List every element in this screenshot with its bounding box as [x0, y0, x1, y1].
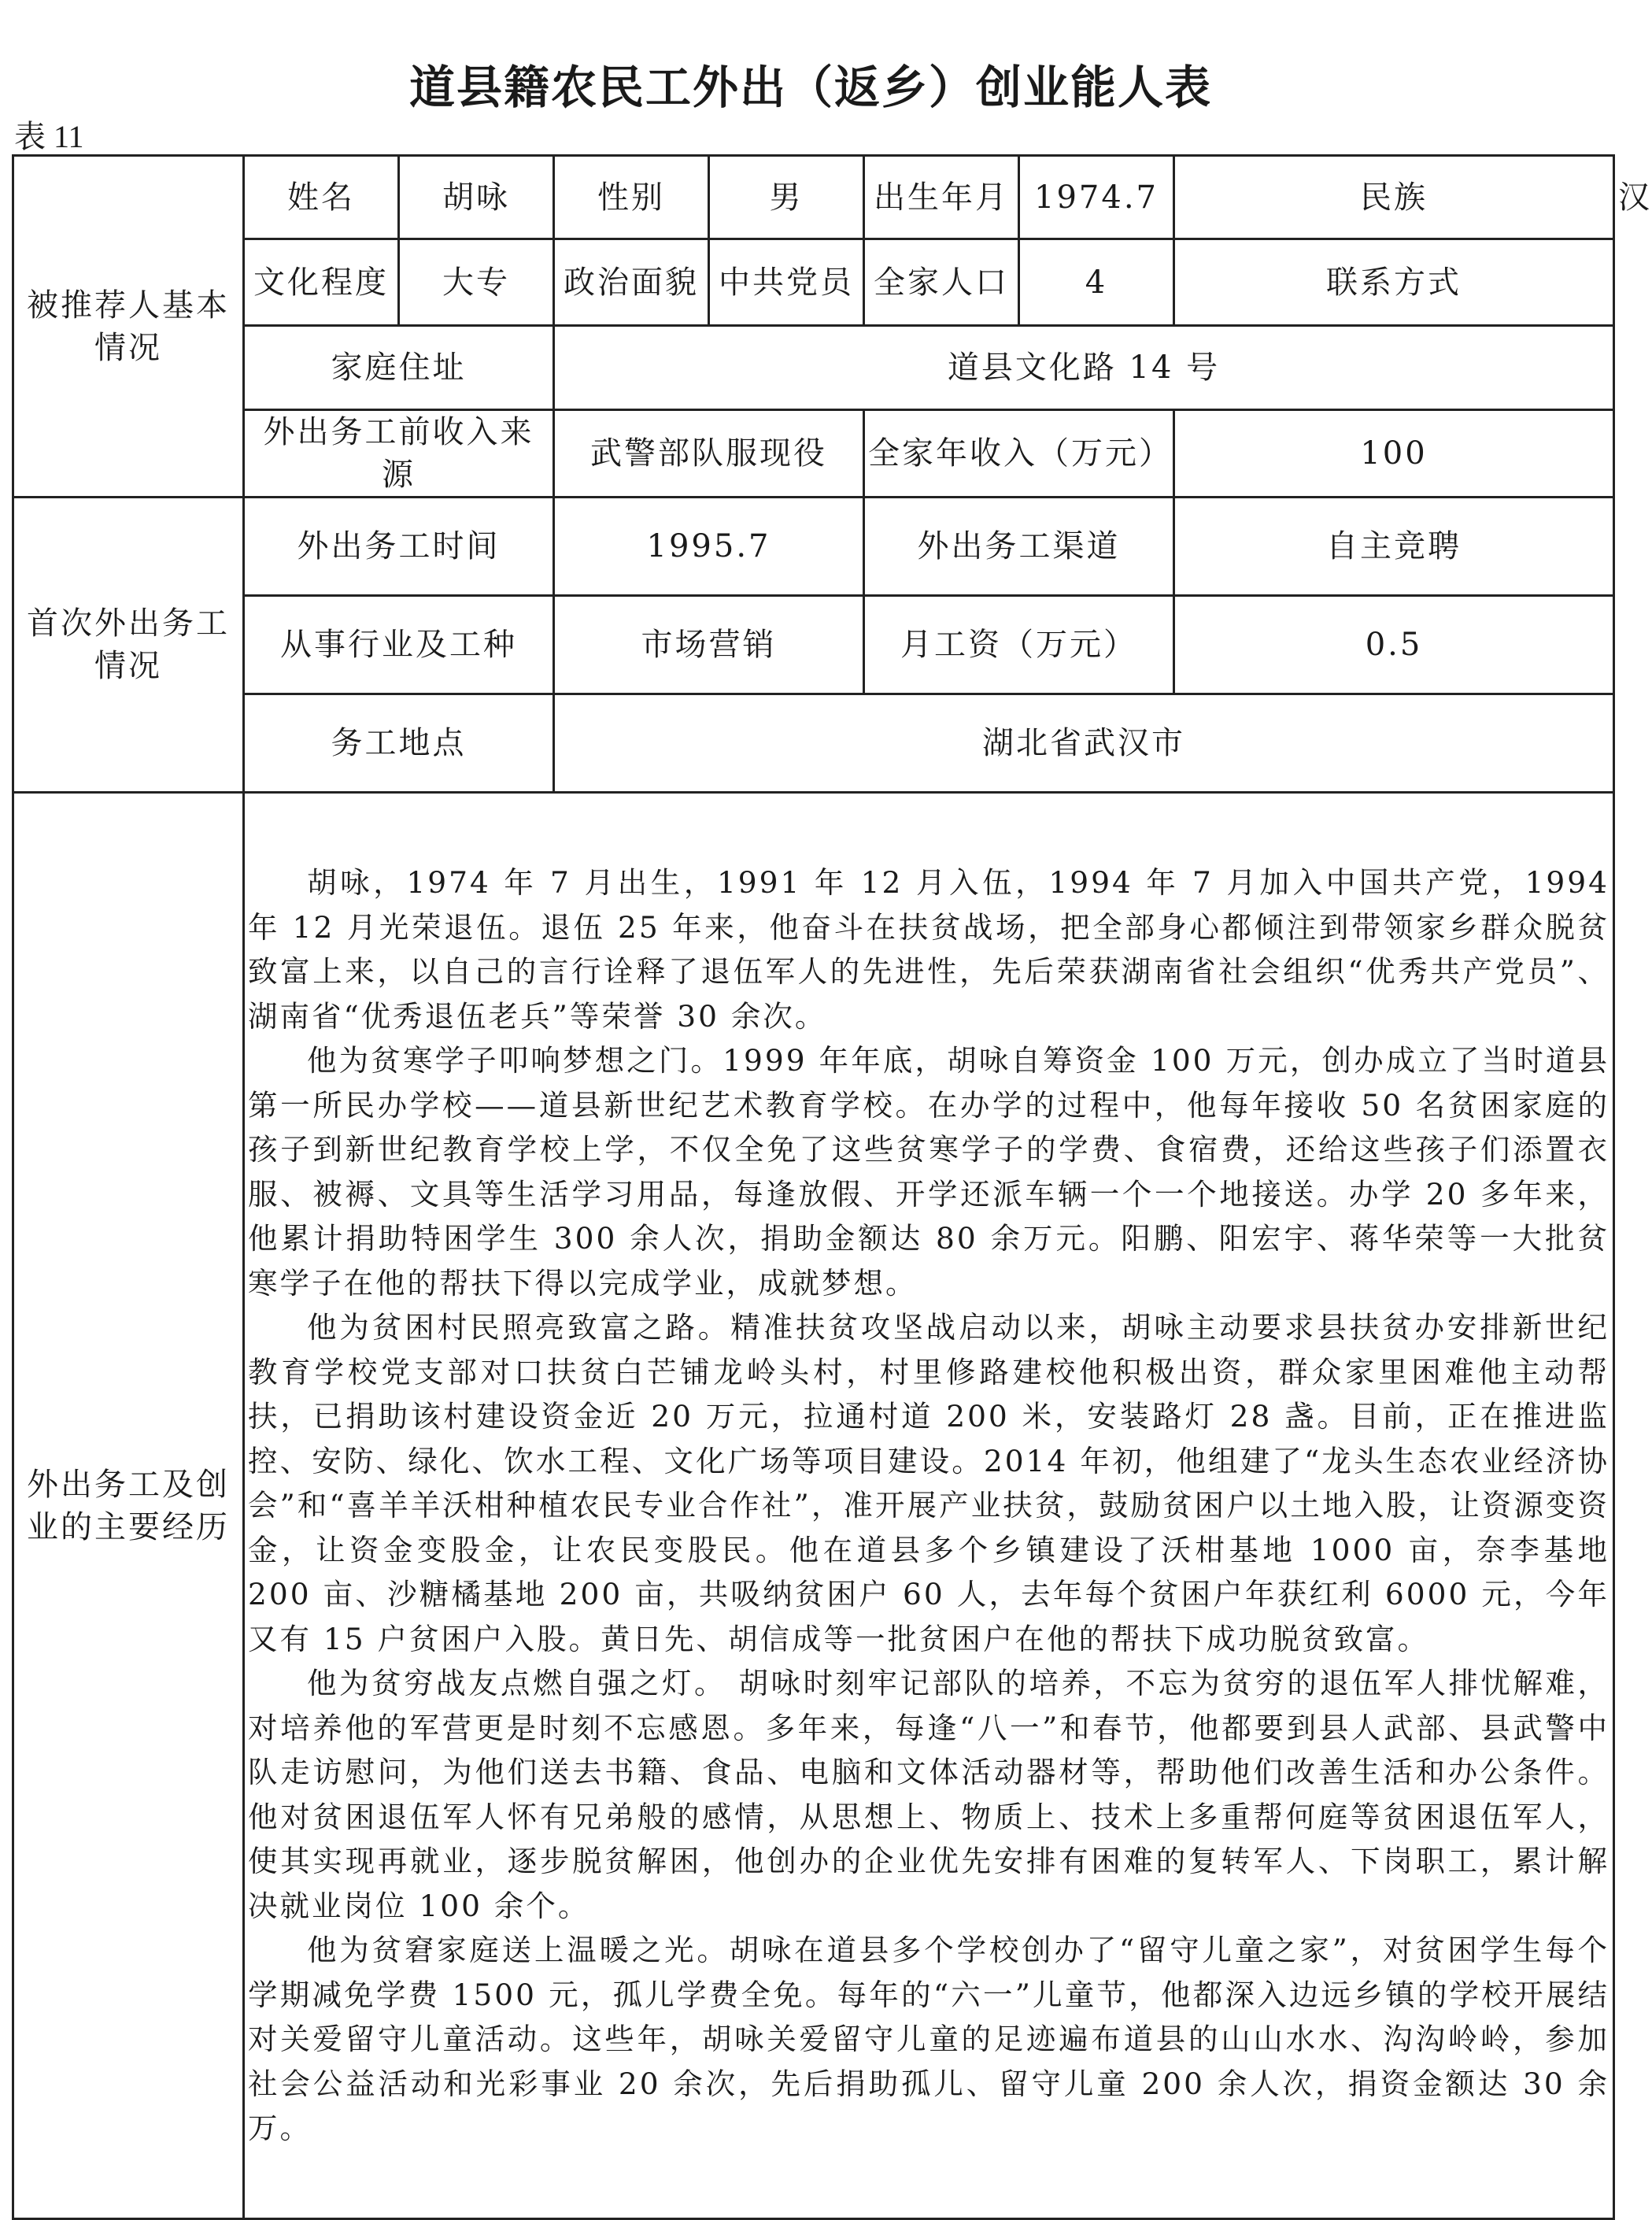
work-time-label: 外出务工时间: [244, 498, 554, 596]
section-experience: 外出务工及创业的主要经历: [13, 793, 244, 2219]
political-label: 政治面貌: [554, 239, 709, 326]
address-value: 道县文化路 14 号: [554, 326, 1614, 410]
experience-paragraph: 他为贫窘家庭送上温暖之光。胡咏在道县多个学校创办了“留守儿童之家”，对贫困学生每个学期减免学费 1500 元，孤儿学费全免。每年的“六一”儿童节，他都深入边远乡镇的学校开展结对关爱留守儿童活动。这些年，胡咏关爱留守儿童的足迹遍布道县的山山水水、沟沟岭岭，参加社会公益活动和光彩事业 20 余次，先后捐助孤儿、留守儿童 200 余人次，捐资金额达 30 余万。: [248, 1933, 1609, 2146]
industry-value: 市场营销: [554, 596, 864, 694]
experience-narrative: [244, 793, 1614, 2219]
salary-label: 月工资（万元）: [864, 596, 1174, 694]
address-label: 家庭住址: [244, 326, 554, 410]
profile-table: 被推荐人基本情况 姓名 胡咏 性别 男 出生年月 1974.7 民族 汉 文化程度 大专 政治面貌 中共党员 全家人口 4 联系方式 家庭住址 道县文化路 14 号 外出务工前收入来源 武警部队服现役 全家年收入（万元） 100 首次外出务工情况 外出务工时间 1995.7 外出务工渠道 自主竞聘 从事行业及工种 市场营销 月工资（万元） 0.5 务工地点 湖北省武汉市 外出务工及创业的主要经历 胡咏，1974 年 7 月出生，1991 年 12 月入伍，1994 年 7 月加入中国共产党，1994 年 12 月光荣退伍。退伍 25 年来，他奋斗在扶贫战场，把全部身心都倾注到带领家乡群众脱贫致富上来，以自己的言行诠释了退伍军人的先进性，先后荣获湖南省社会组织“优秀共产党员”、湖南省“优秀退伍老兵”等荣誉 30 余次。 他为贫寒学子叩响梦想之门。1999 年年底，胡咏自筹资金 100 万元，创办成立了当时道县第一所民办学校——道县新世纪艺术教育学校。在办学的过程中，他每年接收 50 名贫困家庭的孩子到新世纪教育学校上学，不仅全免了这些贫寒学子的学费、食宿费，还给这些孩子们添置衣服、被褥、文具等生活学习用品，每逢放假、开学还派车辆一个一个地接送。办学 20 多年来，他累计捐助特困学生 300 余人次，捐助金额达 80 余万元。阳鹏、阳宏宇、蒋华荣等一大批贫寒学子在他的帮扶下得以完成学业，成就梦想。 他为贫困村民照亮致富之路。精准扶贫攻坚战启动以来，胡咏主动要求县扶贫办安排新世纪教育学校党支部对口扶贫白芒铺龙岭头村，村里修路建校他积极出资，群众家里困难他主动帮扶，已捐助该村建设资金近 20 万元，拉通村道 200 米，安装路灯 28 盏。目前，正在推进监控、安防、绿化、饮水工程、文化广场等项目建设。2014 年初，他组建了“龙头生态农业经济协会”和“喜羊羊沃柑种植农民专业合作社”，准开展产业扶贫，鼓励贫困户以土地入股，让资源变资金，让资金变股金，让农民变股民。他在道县多个乡镇建设了沃柑基地 1000 亩，奈李基地 200 亩、沙糖橘基地 200 亩，共吸纳贫困户 60 人，去年每个贫困户年获红利 6000 元，今年又有 15 户贫困户入股。黄日先、胡信成等一批贫困户在他的帮扶下成功脱贫致富。 他为贫穷战友点燃自强之灯。 胡咏时刻牢记部队的培养，不忘为贫穷的退伍军人排忧解难，对培养他的军营更是时刻不忘感恩。多年来，每逢“八一”和春节，他都要到县人武部、县武警中队走访慰问，为他们送去书籍、食品、电脑和文体活动器材等，帮助他们改善生活和办公条件。他对贫困退伍军人怀有兄弟般的感情，从思想上、物质上、技术上多重帮何庭等贫困退伍军人，使其实现再就业，逐步脱贫解困，他创办的企业优先安排有困难的复转军人、下岗职工，累计解决就业岗位 100 余个。 他为贫窘家庭送上温暖之光。胡咏在道县多个学校创办了“留守儿童之家”，对贫困学生每个学期减免学费 1500 元，孤儿学费全免。每年的“六一”儿童节，他都深入边远乡镇的学校开展结对关爱留守儿童活动。这些年，胡咏关爱留守儿童的足迹遍布道县的山山水水、沟沟岭岭，参加社会公益活动和光彩事业 20 余次，先后捐助孤儿、留守儿童 200 余人次，捐资金额达 30 余万。: [12, 154, 1615, 2220]
salary-value: 0.5: [1174, 596, 1614, 694]
education-label: 文化程度: [244, 239, 399, 326]
section-basic-info: 被推荐人基本情况: [13, 156, 244, 498]
income-source-value: 武警部队服现役: [554, 410, 864, 498]
work-time-value: 1995.7: [554, 498, 864, 596]
table-number: 表 11: [14, 119, 84, 154]
family-size-value: 4: [1019, 239, 1174, 326]
experience-paragraph: 他为贫困村民照亮致富之路。精准扶贫攻坚战启动以来，胡咏主动要求县扶贫办安排新世纪教育学校党支部对口扶贫白芒铺龙岭头村，村里修路建校他积极出资，群众家里困难他主动帮扶，已捐助该村建设资金近 20 万元，拉通村道 200 米，安装路灯 28 盏。目前，正在推进监控、安防、绿化、饮水工程、文化广场等项目建设。2014 年初，他组建了“龙头生态农业经济协会”和“喜羊羊沃柑种植农民专业合作社”，准开展产业扶贫，鼓励贫困户以土地入股，让资源变资金，让资金变股金，让农民变股民。他在道县多个乡镇建设了沃柑基地 1000 亩，奈李基地 200 亩、沙糖橘基地 200 亩，共吸纳贫困户 60 人，去年每个贫困户年获红利 6000 元，今年又有 15 户贫困户入股。黄日先、胡信成等一批贫困户在他的帮扶下成功脱贫致富。: [248, 1310, 1609, 1656]
experience-paragraph: 胡咏，1974 年 7 月出生，1991 年 12 月入伍，1994 年 7 月加入中国共产党，1994 年 12 月光荣退伍。退伍 25 年来，他奋斗在扶贫战场，把全部身心都倾注到带领家乡群众脱贫致富上来，以自己的言行诠释了退伍军人的先进性，先后荣获湖南省社会组织“优秀共产党员”、湖南省“优秀退伍老兵”等荣誉 30 余次。: [248, 865, 1609, 1034]
birth-label: 出生年月: [864, 156, 1019, 239]
income-source-label: 外出务工前收入来源: [244, 410, 554, 498]
annual-income-value: 100: [1174, 410, 1614, 498]
experience-paragraph: 他为贫寒学子叩响梦想之门。1999 年年底，胡咏自筹资金 100 万元，创办成立了当时道县第一所民办学校——道县新世纪艺术教育学校。在办学的过程中，他每年接收 50 名贫困家庭的孩子到新世纪教育学校上学，不仅全免了这些贫寒学子的学费、食宿费，还给这些孩子们添置衣服、被褥、文具等生活学习用品，每逢放假、开学还派车辆一个一个地接送。办学 20 多年来，他累计捐助特困学生 300 余人次，捐助金额达 80 余万元。阳鹏、阳宏宇、蒋华荣等一大批贫寒学子在他的帮扶下得以完成学业，成就梦想。: [248, 1043, 1609, 1301]
ethnicity-label: 民族: [1174, 156, 1614, 239]
annual-income-label: 全家年收入（万元）: [864, 410, 1174, 498]
gender-label: 性别: [554, 156, 709, 239]
education-value: 大专: [399, 239, 554, 326]
industry-label: 从事行业及工种: [244, 596, 554, 694]
political-value: 中共党员: [709, 239, 864, 326]
gender-value: 男: [709, 156, 864, 239]
birth-value: 1974.7: [1019, 156, 1174, 239]
work-place-label: 务工地点: [244, 694, 554, 793]
contact-label: 联系方式: [1174, 239, 1614, 326]
work-channel-value: 自主竞聘: [1174, 498, 1614, 596]
work-place-value: 湖北省武汉市: [554, 694, 1614, 793]
section-first-work: 首次外出务工情况: [13, 498, 244, 793]
experience-paragraph: 他为贫穷战友点燃自强之灯。 胡咏时刻牢记部队的培养，不忘为贫穷的退伍军人排忧解难，对培养他的军营更是时刻不忘感恩。多年来，每逢“八一”和春节，他都要到县人武部、县武警中队走访慰问，为他们送去书籍、食品、电脑和文体活动器材等，帮助他们改善生活和办公条件。他对贫困退伍军人怀有兄弟般的感情，从思想上、物质上、技术上多重帮何庭等贫困退伍军人，使其实现再就业，逐步脱贫解困，他创办的企业优先安排有困难的复转军人、下岗职工，累计解决就业岗位 100 余个。: [248, 1666, 1609, 1923]
name-value: 胡咏: [399, 156, 554, 239]
page-title: 道县籍农民工外出（返乡）创业能人表: [408, 61, 1212, 114]
name-label: 姓名: [244, 156, 399, 239]
work-channel-label: 外出务工渠道: [864, 498, 1174, 596]
family-size-label: 全家人口: [864, 239, 1019, 326]
